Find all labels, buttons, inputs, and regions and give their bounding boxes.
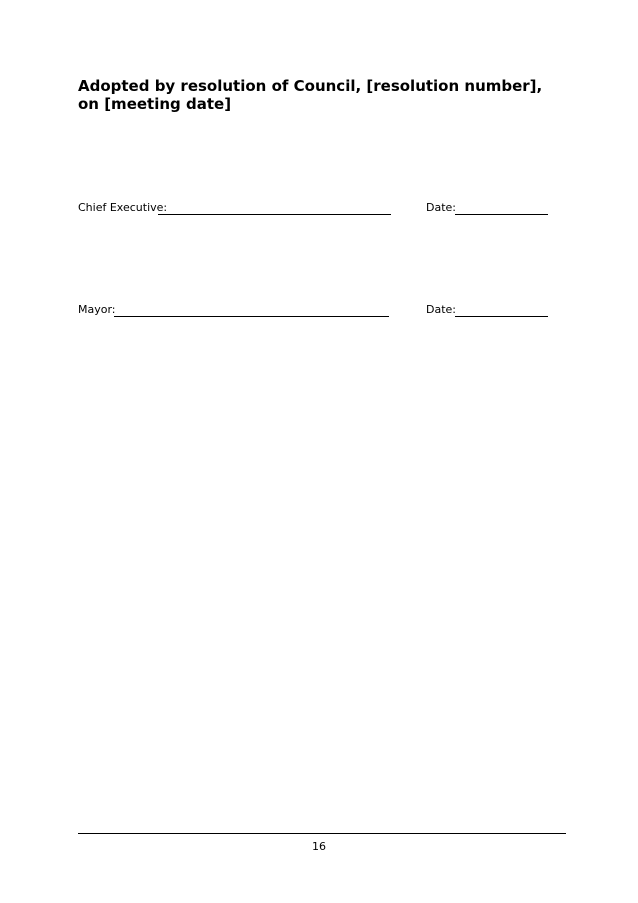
chief-executive-signature-row bbox=[78, 201, 548, 217]
footer-rule bbox=[78, 833, 566, 834]
mayor-date-label: Date: bbox=[426, 303, 456, 316]
chief-executive-date-line bbox=[455, 214, 548, 215]
mayor-signature-line bbox=[114, 316, 389, 317]
mayor-label: Mayor: bbox=[78, 303, 116, 316]
mayor-date-line bbox=[455, 316, 548, 317]
chief-executive-label: Chief Executive: bbox=[78, 201, 168, 214]
chief-executive-date-label: Date: bbox=[426, 201, 456, 214]
page-number: 16 bbox=[312, 840, 326, 853]
chief-executive-signature-line bbox=[158, 214, 391, 215]
mayor-signature-row bbox=[78, 303, 548, 319]
adoption-heading: Adopted by resolution of Council, [resolution number], on [meeting date] bbox=[78, 77, 543, 113]
